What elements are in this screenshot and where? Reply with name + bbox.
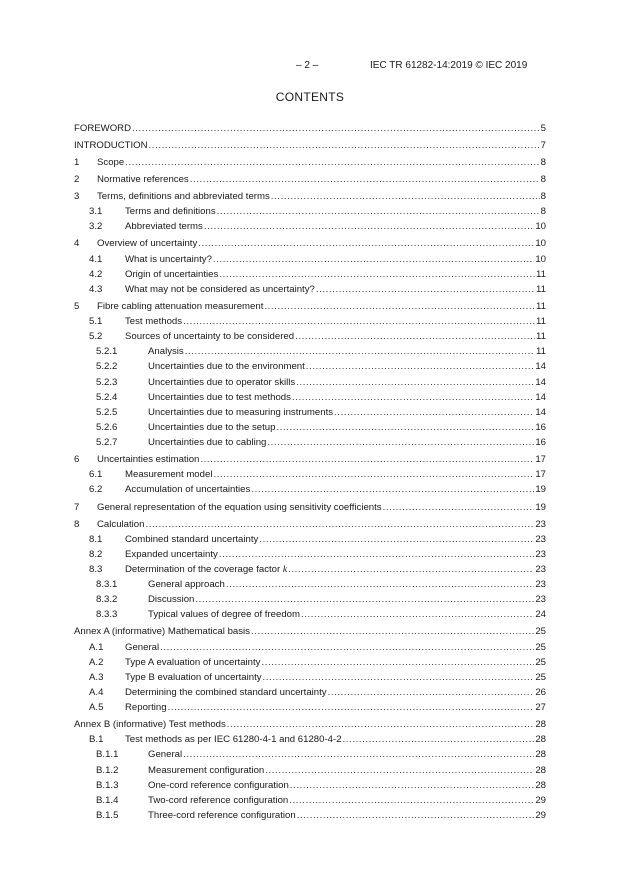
toc-entry-number: 8.3: [89, 563, 103, 575]
toc-entry-page: 14: [535, 361, 546, 373]
toc-entry-number: B.1.1: [96, 749, 119, 761]
toc-entry-page: 5: [540, 123, 546, 134]
toc-entry[interactable]: [74, 765, 546, 780]
dot-leader: [226, 579, 535, 590]
toc-entry-text: Typical values of degree of freedom: [148, 609, 300, 621]
toc-entry-page: 8: [540, 174, 546, 186]
toc-entry[interactable]: [74, 422, 546, 437]
dot-leader: [183, 749, 534, 760]
toc-entry-page: 11: [536, 331, 546, 343]
toc-entry-title: [148, 377, 295, 388]
dot-leader: [259, 534, 534, 545]
dot-leader: [328, 687, 535, 698]
toc-entry[interactable]: [74, 734, 546, 749]
toc-entry-title: [148, 795, 288, 806]
toc-entry-page: 23: [535, 563, 546, 575]
dot-leader: [160, 642, 534, 653]
toc-entry-title: [97, 454, 199, 465]
toc-entry-page: 28: [535, 779, 546, 791]
toc-entry-title: [125, 642, 159, 653]
toc-entry[interactable]: [74, 749, 546, 764]
toc-entry-page: 29: [535, 809, 546, 821]
toc-entry[interactable]: [74, 657, 546, 672]
toc-entry-page: 8: [540, 191, 546, 203]
toc-entry[interactable]: [74, 687, 546, 702]
toc-entry-text: Discussion: [148, 594, 195, 606]
toc-entry-text: Analysis: [148, 346, 184, 358]
toc-entry-title: [125, 469, 212, 480]
toc-entry[interactable]: [74, 140, 546, 155]
toc-entry-number: 5.2.3: [96, 376, 118, 388]
toc-entry-title: [97, 519, 144, 530]
toc-entry-title: [148, 810, 296, 821]
toc-entry-page: 14: [535, 376, 546, 388]
dot-leader: [383, 502, 535, 513]
toc-entry-number: A.5: [89, 702, 104, 714]
toc-entry-page: 28: [535, 764, 546, 776]
toc-entry[interactable]: [74, 284, 546, 299]
table-of-contents: [74, 123, 546, 825]
toc-entry-text: Test methods: [125, 316, 183, 328]
toc-entry-text: INTRODUCTION: [74, 140, 148, 152]
toc-entry[interactable]: [74, 123, 546, 138]
toc-entry-title: [148, 579, 225, 590]
dot-leader: [264, 301, 535, 312]
dot-leader: [288, 564, 534, 575]
toc-entry-page: 28: [535, 734, 546, 746]
toc-entry-title: [125, 702, 167, 713]
toc-entry-page: 14: [535, 406, 546, 418]
toc-entry-title: [148, 594, 194, 605]
toc-entry-number: 2: [74, 174, 80, 186]
toc-entry-page: 8: [540, 206, 546, 218]
toc-entry[interactable]: [74, 484, 546, 499]
toc-entry-number: B.1.5: [96, 809, 119, 821]
toc-entry-text: General: [148, 749, 183, 761]
dot-leader: [190, 174, 540, 185]
toc-entry-title: [148, 437, 266, 448]
toc-entry-text: Uncertainties estimation: [97, 454, 200, 466]
toc-entry-number: 6: [74, 454, 80, 466]
toc-entry-title: [97, 191, 270, 202]
toc-entry-page: 19: [535, 484, 546, 496]
dot-leader: [219, 549, 535, 560]
dot-leader: [204, 221, 534, 232]
toc-entry-number: 1: [74, 157, 80, 169]
toc-entry[interactable]: [74, 174, 546, 189]
dot-leader: [185, 346, 535, 357]
toc-entry-page: 17: [535, 469, 546, 481]
toc-entry[interactable]: [74, 191, 546, 206]
page-number: – 2 –: [296, 60, 319, 71]
toc-entry-number: A.4: [89, 686, 104, 698]
dot-leader: [251, 484, 534, 495]
toc-entry-number: A.3: [89, 671, 104, 683]
toc-entry-text: Determining the combined standard uncertainty: [125, 686, 327, 698]
toc-entry-text: Annex A (informative) Mathematical basis: [74, 626, 250, 638]
dot-leader: [267, 437, 534, 448]
toc-entry-title: [125, 672, 262, 683]
toc-entry-text: General approach: [148, 579, 225, 591]
toc-entry-number: 8: [74, 518, 80, 530]
dot-leader: [265, 765, 534, 776]
toc-entry-title: [74, 719, 226, 730]
toc-entry-page: 11: [536, 283, 546, 295]
toc-entry[interactable]: [74, 564, 546, 579]
toc-entry-page: 27: [535, 702, 546, 714]
toc-entry-text: Calculation: [97, 518, 145, 530]
toc-entry[interactable]: [74, 221, 546, 236]
dot-leader: [168, 702, 535, 713]
toc-entry-number: B.1.4: [96, 794, 119, 806]
toc-entry-title: [97, 157, 124, 168]
toc-entry-page: 25: [535, 641, 546, 653]
dot-leader: [343, 734, 535, 745]
toc-entry-number: B.1.3: [96, 779, 119, 791]
toc-entry-text: Type A evaluation of uncertainty: [125, 656, 261, 668]
toc-entry-number: 8.3.3: [96, 609, 118, 621]
toc-entry[interactable]: [74, 206, 546, 221]
toc-entry[interactable]: [74, 810, 546, 825]
toc-entry-number: 3: [74, 191, 80, 203]
toc-entry[interactable]: [74, 502, 546, 517]
toc-entry-text: What is uncertainty?: [125, 253, 212, 265]
toc-entry-title: [125, 657, 260, 668]
toc-entry[interactable]: [74, 702, 546, 717]
toc-entry-title: [125, 269, 218, 280]
toc-entry-number: 5: [74, 300, 80, 312]
toc-entry-text: One-cord reference configuration: [148, 779, 289, 791]
toc-entry-page: 28: [535, 719, 546, 731]
toc-entry-page: 23: [535, 579, 546, 591]
toc-entry-text: Annex B (informative) Test methods: [74, 719, 226, 731]
toc-entry-title: [74, 123, 131, 134]
toc-entry[interactable]: [74, 361, 546, 376]
toc-entry[interactable]: [74, 301, 546, 316]
toc-entry-text: Origin of uncertainties: [125, 268, 219, 280]
toc-entry-text: Three-cord reference configuration: [148, 809, 296, 821]
dot-leader: [183, 316, 535, 327]
toc-entry-text: FOREWORD: [74, 123, 132, 134]
page-header: [0, 60, 620, 74]
toc-entry[interactable]: [74, 795, 546, 810]
dot-leader: [251, 626, 534, 637]
toc-entry[interactable]: [74, 377, 546, 392]
toc-entry-title: [97, 502, 382, 513]
toc-entry-text: Measurement model: [125, 469, 213, 481]
dot-leader: [292, 392, 534, 403]
toc-entry-number: 3.2: [89, 221, 103, 233]
dot-leader: [290, 780, 535, 791]
toc-entry-text: Two-cord reference configuration: [148, 794, 289, 806]
toc-entry-number: 8.3.2: [96, 594, 118, 606]
toc-entry[interactable]: [74, 780, 546, 795]
toc-entry-number: 8.3.1: [96, 579, 118, 591]
toc-entry-title: [125, 534, 258, 545]
toc-entry-page: 25: [535, 671, 546, 683]
toc-entry-title: [125, 206, 216, 217]
toc-entry-text: Overview of uncertainty: [97, 238, 198, 250]
toc-entry-number: 4.1: [89, 253, 103, 265]
toc-entry[interactable]: [74, 579, 546, 594]
dot-leader: [219, 269, 535, 280]
toc-entry-text: Combined standard uncertainty: [125, 533, 259, 545]
toc-entry-page: 16: [535, 422, 546, 434]
toc-entry-text: Uncertainties due to the environment: [148, 361, 305, 373]
toc-entry-title: [125, 316, 182, 327]
toc-entry-page: 25: [535, 626, 546, 638]
toc-entry-text: What may not be considered as uncertainty?: [125, 283, 315, 295]
toc-entry-title: [97, 301, 263, 312]
toc-entry-number: 5.2: [89, 331, 103, 343]
toc-entry-text: Fibre cabling attenuation measurement: [97, 300, 264, 312]
dot-leader: [195, 594, 534, 605]
toc-entry[interactable]: [74, 316, 546, 331]
toc-entry-title: [148, 392, 291, 403]
toc-entry[interactable]: [74, 454, 546, 469]
toc-entry-title: [125, 549, 218, 560]
toc-entry-text: Abbreviated terms: [125, 221, 203, 233]
toc-entry-page: 17: [535, 454, 546, 466]
toc-entry-number: A.1: [89, 641, 104, 653]
dot-leader: [316, 284, 535, 295]
toc-entry-title: [125, 734, 342, 745]
dot-leader: [334, 407, 534, 418]
toc-entry-number: B.1: [89, 734, 104, 746]
dot-leader: [263, 672, 535, 683]
toc-entry[interactable]: [74, 719, 546, 734]
toc-entry[interactable]: [74, 437, 546, 452]
toc-entry-number: 4.3: [89, 283, 103, 295]
dot-leader: [297, 810, 535, 821]
toc-entry-number: 5.2.7: [96, 437, 118, 449]
toc-entry-title: [148, 780, 289, 791]
toc-entry-page: 10: [535, 238, 546, 250]
coverage-factor-symbol: k: [282, 563, 288, 575]
toc-entry-text: Determination of the coverage factor: [125, 563, 283, 575]
toc-entry-title: [97, 238, 197, 249]
toc-entry-number: 6.1: [89, 469, 103, 481]
toc-entry-title: [125, 254, 212, 265]
toc-entry-number: 5.1: [89, 316, 103, 328]
toc-entry-text: Test methods as per IEC 61280-4-1 and 61280-4-2: [125, 734, 342, 746]
dot-leader: [296, 377, 534, 388]
toc-entry-number: 5.2.6: [96, 422, 118, 434]
toc-entry-page: 10: [535, 221, 546, 233]
toc-entry[interactable]: [74, 519, 546, 534]
toc-entry-text: Uncertainties due to test methods: [148, 391, 291, 403]
toc-entry-title: [148, 346, 184, 357]
toc-entry[interactable]: [74, 407, 546, 422]
toc-entry-number: 5.2.4: [96, 391, 118, 403]
toc-entry-page: 23: [535, 518, 546, 530]
toc-entry-text: Measurement configuration: [148, 764, 265, 776]
toc-entry-text: Sources of uncertainty to be considered: [125, 331, 295, 343]
toc-entry-page: 29: [535, 794, 546, 806]
toc-entry[interactable]: [74, 626, 546, 641]
toc-entry-page: 28: [535, 749, 546, 761]
toc-entry[interactable]: [74, 549, 546, 564]
toc-entry-text: Type B evaluation of uncertainty: [125, 671, 262, 683]
document-id: IEC TR 61282-14:2019 © IEC 2019: [370, 60, 528, 71]
toc-entry[interactable]: [74, 642, 546, 657]
toc-entry-title: [125, 221, 203, 232]
toc-entry-page: 23: [535, 594, 546, 606]
toc-entry-title: [125, 687, 327, 698]
dot-leader: [306, 361, 535, 372]
toc-entry[interactable]: [74, 469, 546, 484]
toc-entry-title: [74, 140, 148, 151]
toc-entry[interactable]: [74, 254, 546, 269]
toc-entry-title: [148, 765, 264, 776]
dot-leader: [227, 719, 535, 730]
toc-entry-page: 11: [536, 346, 546, 358]
dot-leader: [271, 191, 540, 202]
toc-entry-title: [148, 609, 300, 620]
dot-leader: [198, 238, 534, 249]
toc-entry-number: 4: [74, 238, 80, 250]
dot-leader: [125, 157, 539, 168]
dot-leader: [289, 795, 534, 806]
toc-entry-text: Normative references: [97, 174, 189, 186]
toc-entry[interactable]: [74, 331, 546, 346]
dot-leader: [295, 331, 535, 342]
dot-leader: [301, 609, 534, 620]
toc-entry-number: 8.2: [89, 548, 103, 560]
toc-entry[interactable]: [74, 594, 546, 609]
dot-leader: [200, 454, 534, 465]
toc-entry[interactable]: [74, 346, 546, 361]
dot-leader: [217, 206, 540, 217]
toc-entry[interactable]: [74, 269, 546, 284]
toc-entry[interactable]: [74, 672, 546, 687]
toc-entry-title: [74, 626, 250, 637]
toc-entry-title: [125, 564, 287, 575]
toc-entry[interactable]: [74, 534, 546, 549]
toc-entry-title: [125, 331, 294, 342]
toc-entry-page: 23: [535, 548, 546, 560]
toc-entry-text: Scope: [97, 157, 125, 169]
toc-entry-page: 23: [535, 533, 546, 545]
toc-entry-number: 5.2.2: [96, 361, 118, 373]
toc-entry-text: General representation of the equation using sensitivity coefficients: [97, 501, 382, 513]
toc-entry-title: [148, 361, 305, 372]
toc-entry[interactable]: [74, 392, 546, 407]
toc-entry-text: Accumulation of uncertainties: [125, 484, 251, 496]
dot-leader: [276, 422, 534, 433]
toc-entry-text: Uncertainties due to the setup: [148, 422, 276, 434]
toc-entry-number: 5.2.5: [96, 406, 118, 418]
toc-entry-page: 14: [535, 391, 546, 403]
toc-entry-number: 8.1: [89, 533, 103, 545]
toc-entry-page: 7: [540, 140, 546, 152]
toc-entry-text: Reporting: [125, 702, 167, 714]
toc-entry-page: 16: [535, 437, 546, 449]
toc-entry-title: [97, 174, 189, 185]
toc-entry-title: [148, 422, 275, 433]
toc-entry-text: General: [125, 641, 160, 653]
toc-entry-title: [148, 749, 182, 760]
toc-entry-page: 19: [535, 501, 546, 513]
toc-entry-title: [125, 484, 250, 495]
toc-entry-number: 5.2.1: [96, 346, 118, 358]
toc-entry[interactable]: [74, 238, 546, 253]
toc-entry-page: 24: [535, 609, 546, 621]
dot-leader: [149, 140, 540, 151]
toc-entry-page: 25: [535, 656, 546, 668]
dot-leader: [132, 123, 540, 134]
toc-entry-number: B.1.2: [96, 764, 119, 776]
toc-entry-page: 26: [535, 686, 546, 698]
toc-entry-number: 4.2: [89, 268, 103, 280]
dot-leader: [261, 657, 534, 668]
toc-entry-title: [125, 284, 315, 295]
toc-entry-text: Terms and definitions: [125, 206, 216, 218]
dot-leader: [213, 254, 534, 265]
toc-entry[interactable]: [74, 157, 546, 172]
dot-leader: [213, 469, 534, 480]
toc-entry-text: Uncertainties due to measuring instruments: [148, 406, 334, 418]
toc-entry-page: 10: [535, 253, 546, 265]
page-title: CONTENTS: [275, 90, 345, 104]
toc-entry-page: 11: [536, 268, 546, 280]
toc-entry-page: 11: [536, 300, 546, 312]
toc-entry-title: [148, 407, 333, 418]
toc-entry[interactable]: [74, 609, 546, 624]
toc-entry-number: 6.2: [89, 484, 103, 496]
toc-entry-number: 7: [74, 501, 80, 513]
toc-entry-text: Uncertainties due to cabling: [148, 437, 267, 449]
toc-entry-text: Uncertainties due to operator skills: [148, 376, 296, 388]
toc-entry-page: 8: [540, 157, 546, 169]
toc-entry-number: A.2: [89, 656, 104, 668]
toc-entry-text: Terms, definitions and abbreviated terms: [97, 191, 270, 203]
dot-leader: [145, 519, 534, 530]
toc-entry-page: 11: [536, 316, 546, 328]
toc-entry-number: 3.1: [89, 206, 103, 218]
toc-entry-text: Expanded uncertainty: [125, 548, 218, 560]
